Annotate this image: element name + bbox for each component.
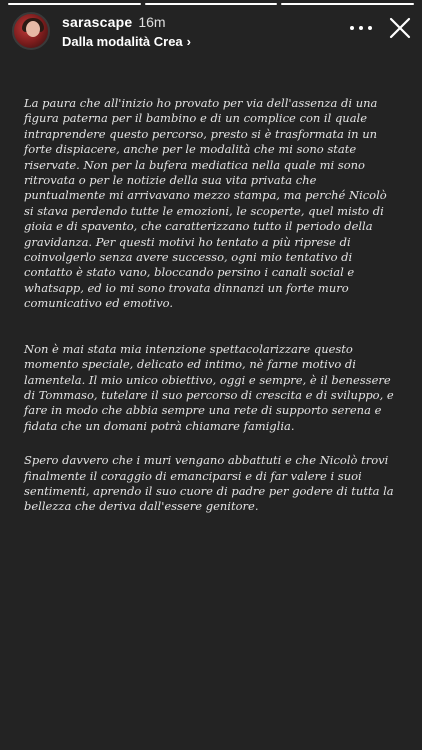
progress-fill-2 [145, 3, 278, 5]
user-line [62, 14, 166, 30]
progress-fill-1 [8, 3, 141, 5]
create-mode-link[interactable] [62, 34, 191, 49]
chevron-right-icon: › [186, 34, 191, 49]
progress-fill-3 [281, 3, 414, 5]
story-paragraph-3: Spero davvero che i muri vengano abbattuti e che Nicolò trovi finalmente il coraggio di emanciparsi e di far valere i suoi sentimenti, aprendo il suo cuore di padre per godere di tutta la bellezza che deriva dall'essere genitore. [24, 453, 394, 514]
more-horizontal-icon[interactable] [350, 24, 372, 32]
more-dot-2 [359, 26, 363, 30]
story-paragraph-1: La paura che all'inizio ho provato per via dell'assenza di una figura paterna per il bambino e di un complice con il quale intraprendere questo percorso, presto si è trasformata in un forte dispiacere, anche per le modalità che mi sono state riservate. Non per la bufera mediatica nella quale mi sono ritrovata o per le notizie della sua vita privata che puntualmente mi arrivavano mezzo stampa, ma perché Nicolò si stava perdendo tutte le emozioni, le scoperte, quel misto di gioia e di spavento, che caratterizzano tutto il periodo della gravidanza. Per questi motivi ho tentato a più riprese di coinvolgerlo senza avere successo, ogni mio tentativo di contatto è stato vano, bloccando persino i canali social e whatsapp, ed io mi sono trovata dinnanzi un forte muro comunicativo ed emotivo. [24, 96, 387, 311]
avatar-face [26, 21, 40, 37]
close-icon[interactable] [388, 16, 412, 40]
avatar[interactable] [12, 12, 50, 50]
progress-segment-3 [281, 3, 414, 5]
story-paragraph-2: Non è mai stata mia intenzione spettacolarizzare questo momento speciale, delicato ed intimo, nè farne motivo di lamentela. Il mio unico obiettivo, oggi e sempre, è il benessere di Tommaso, tutelare il suo percorso di crescita e di sviluppo, e fare in modo che abbia sempre una rete di supporto serena e fidata che un domani potrà chiamare famiglia. [24, 341, 394, 433]
username[interactable]: sarascape [62, 14, 133, 30]
story-text [24, 96, 398, 545]
create-mode-label: Dalla modalità Crea [62, 34, 183, 49]
story-progress-bar [8, 3, 414, 5]
story-header [12, 10, 412, 54]
post-time: 16m [138, 14, 166, 30]
more-dot-1 [350, 26, 354, 30]
progress-segment-1 [8, 3, 141, 5]
progress-segment-2 [145, 3, 278, 5]
more-dot-3 [368, 26, 372, 30]
